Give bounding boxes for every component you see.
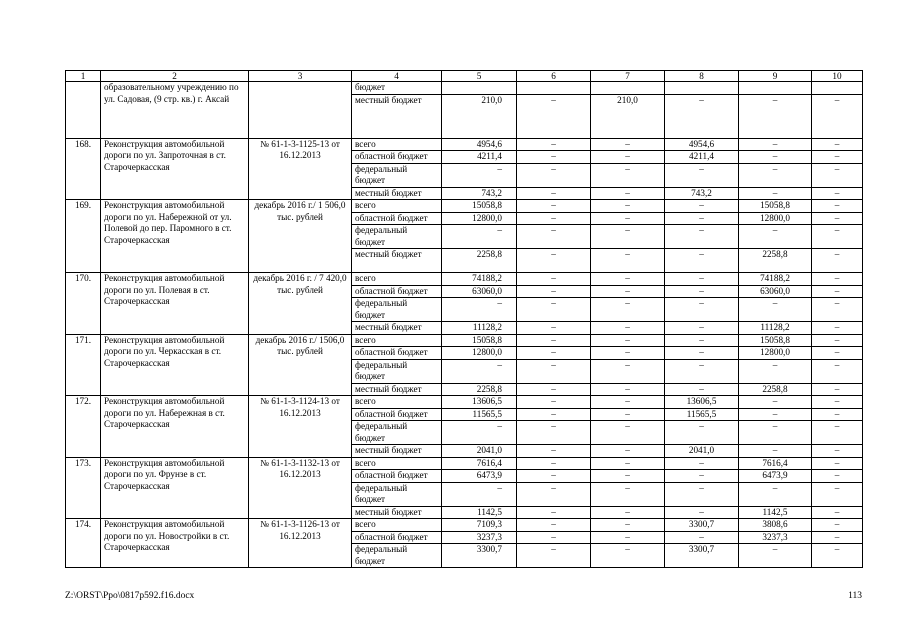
col-header: 4 (352, 71, 442, 82)
value-cell: – (739, 138, 812, 151)
value-cell: 2041,0 (442, 445, 517, 458)
funding-source: всего (352, 138, 442, 151)
value-cell: – (591, 200, 665, 213)
project-name: Реконструкция автомобильной дороги по ул. Черкасская в ст. Старочеркасская (101, 334, 249, 396)
value-cell: – (665, 359, 739, 383)
value-cell: – (591, 470, 665, 483)
value-cell: 743,2 (665, 187, 739, 200)
table-row (66, 82, 863, 95)
value-cell: – (739, 359, 812, 383)
value-cell: – (517, 151, 591, 164)
value-cell: – (517, 457, 591, 470)
value-cell: – (591, 519, 665, 532)
value-cell: 15058,8 (739, 200, 812, 213)
value-cell: 11128,2 (739, 322, 812, 335)
value-cell: – (812, 482, 863, 506)
value-cell: 15058,8 (739, 334, 812, 347)
funding-source: федеральный бюджет (352, 225, 442, 249)
project-name: образовательному учреждению по ул. Садовая, (9 стр. кв.) г. Аксай (101, 82, 249, 139)
value-cell: – (517, 445, 591, 458)
funding-source: областной бюджет (352, 285, 442, 298)
value-cell: – (591, 212, 665, 225)
value-cell: – (665, 482, 739, 506)
value-cell: – (442, 421, 517, 445)
funding-source: местный бюджет (352, 506, 442, 519)
value-cell: – (517, 359, 591, 383)
value-cell: 11128,2 (442, 322, 517, 335)
value-cell: – (591, 163, 665, 187)
value-cell: – (739, 445, 812, 458)
value-cell: – (591, 531, 665, 544)
value-cell: 210,0 (442, 94, 517, 138)
value-cell: – (812, 531, 863, 544)
table-row (66, 273, 863, 286)
value-cell: – (812, 470, 863, 483)
value-cell: – (739, 421, 812, 445)
row-number (66, 82, 101, 139)
value-cell: 4211,4 (442, 151, 517, 164)
value-cell: – (812, 445, 863, 458)
value-cell: – (665, 421, 739, 445)
value-cell: – (517, 138, 591, 151)
funding-source: областной бюджет (352, 151, 442, 164)
value-cell: – (739, 408, 812, 421)
value-cell: – (591, 322, 665, 335)
value-cell: 15058,8 (442, 200, 517, 213)
value-cell: – (812, 457, 863, 470)
value-cell: – (591, 285, 665, 298)
value-cell: – (812, 249, 863, 273)
value-cell: – (591, 445, 665, 458)
table-row (66, 396, 863, 409)
value-cell: – (517, 531, 591, 544)
funding-source: федеральный бюджет (352, 359, 442, 383)
value-cell: – (517, 322, 591, 335)
value-cell: – (517, 225, 591, 249)
value-cell (665, 82, 739, 95)
value-cell: 3300,7 (665, 544, 739, 568)
value-cell: – (665, 334, 739, 347)
value-cell: – (812, 225, 863, 249)
project-document: декабрь 2016 г. / 7 420,0 тыс. рублей (249, 273, 352, 335)
value-cell: – (517, 163, 591, 187)
value-cell: – (517, 187, 591, 200)
value-cell: – (591, 347, 665, 360)
value-cell: 7616,4 (442, 457, 517, 470)
value-cell: – (739, 187, 812, 200)
project-document (249, 82, 352, 139)
value-cell: – (591, 544, 665, 568)
value-cell: 74188,2 (739, 273, 812, 286)
value-cell: – (812, 298, 863, 322)
value-cell: – (517, 421, 591, 445)
project-name: Реконструкция автомобильной дороги по ул. Новостройки в ст. Старочеркасская (101, 519, 249, 568)
value-cell (517, 82, 591, 95)
value-cell: – (812, 187, 863, 200)
value-cell (591, 82, 665, 95)
row-number: 174. (66, 519, 101, 568)
value-cell: – (591, 482, 665, 506)
col-header: 7 (591, 71, 665, 82)
funding-source: федеральный бюджет (352, 421, 442, 445)
value-cell: – (442, 163, 517, 187)
funding-source: местный бюджет (352, 187, 442, 200)
value-cell: – (517, 470, 591, 483)
row-number: 173. (66, 457, 101, 519)
value-cell: – (591, 249, 665, 273)
value-cell: – (812, 151, 863, 164)
value-cell: – (665, 457, 739, 470)
project-name: Реконструкция автомобильной дороги по ул. Фрунзе в ст. Старочеркасская (101, 457, 249, 519)
value-cell: – (517, 544, 591, 568)
header-row (66, 71, 863, 82)
value-cell: 11565,5 (442, 408, 517, 421)
funding-source: областной бюджет (352, 470, 442, 483)
value-cell: – (739, 396, 812, 409)
value-cell: 74188,2 (442, 273, 517, 286)
col-header: 2 (101, 71, 249, 82)
col-header: 6 (517, 71, 591, 82)
value-cell: 210,0 (591, 94, 665, 138)
project-document: декабрь 2016 г./ 1506,0 тыс. рублей (249, 334, 352, 396)
value-cell: – (517, 519, 591, 532)
value-cell: – (812, 408, 863, 421)
value-cell: 743,2 (442, 187, 517, 200)
value-cell: – (591, 506, 665, 519)
value-cell: – (591, 408, 665, 421)
value-cell: – (665, 94, 739, 138)
project-name: Реконструкция автомобильной дороги по ул. Запроточная в ст. Старочеркасская (101, 138, 249, 200)
value-cell: 13606,5 (665, 396, 739, 409)
value-cell: 2041,0 (665, 445, 739, 458)
funding-source: бюджет (352, 82, 442, 95)
value-cell: 2258,8 (442, 249, 517, 273)
value-cell: 3300,7 (665, 519, 739, 532)
project-name: Реконструкция автомобильной дороги по ул. Набережная в ст. Старочеркасская (101, 396, 249, 458)
value-cell: – (812, 94, 863, 138)
value-cell: 2258,8 (442, 383, 517, 396)
footer-file-path: Z:\ORST\Ppo\0817p592.f16.docx (65, 591, 195, 601)
funding-source: местный бюджет (352, 383, 442, 396)
value-cell: 4211,4 (665, 151, 739, 164)
value-cell: 3237,3 (442, 531, 517, 544)
value-cell: – (517, 94, 591, 138)
funding-source: всего (352, 334, 442, 347)
budget-table (65, 70, 863, 568)
funding-source: всего (352, 200, 442, 213)
value-cell: – (591, 151, 665, 164)
value-cell: – (812, 273, 863, 286)
project-document: № 61-1-3-1125-13 от 16.12.2013 (249, 138, 352, 200)
table-row (66, 519, 863, 532)
value-cell: – (517, 273, 591, 286)
value-cell: – (665, 322, 739, 335)
value-cell: – (665, 298, 739, 322)
value-cell: – (739, 298, 812, 322)
value-cell: – (812, 383, 863, 396)
project-document: декабрь 2016 г./ 1 506,0 тыс. рублей (249, 200, 352, 273)
value-cell: – (665, 531, 739, 544)
value-cell: – (665, 273, 739, 286)
value-cell: – (442, 359, 517, 383)
value-cell: 1142,5 (739, 506, 812, 519)
funding-source: всего (352, 396, 442, 409)
value-cell: 11565,5 (665, 408, 739, 421)
value-cell: – (517, 408, 591, 421)
value-cell: – (665, 506, 739, 519)
row-number: 172. (66, 396, 101, 458)
funding-source: местный бюджет (352, 249, 442, 273)
value-cell: – (665, 347, 739, 360)
value-cell: – (812, 544, 863, 568)
value-cell: – (812, 138, 863, 151)
value-cell: – (812, 163, 863, 187)
value-cell: – (665, 285, 739, 298)
value-cell: – (812, 421, 863, 445)
project-document: № 61-1-3-1126-13 от 16.12.2013 (249, 519, 352, 568)
value-cell: 6473,9 (442, 470, 517, 483)
project-name: Реконструкция автомобильной дороги по ул. Набережной от ул. Полевой до пер. Паромного в ст. Старочеркасская (101, 200, 249, 273)
value-cell: – (739, 544, 812, 568)
value-cell: 63060,0 (442, 285, 517, 298)
funding-source: областной бюджет (352, 212, 442, 225)
value-cell: – (739, 482, 812, 506)
value-cell: – (812, 334, 863, 347)
value-cell: – (665, 383, 739, 396)
project-document: № 61-1-3-1124-13 от 16.12.2013 (249, 396, 352, 458)
value-cell: – (591, 298, 665, 322)
value-cell: – (591, 334, 665, 347)
value-cell: – (812, 285, 863, 298)
value-cell: 3808,6 (739, 519, 812, 532)
value-cell: – (517, 200, 591, 213)
row-number: 168. (66, 138, 101, 200)
col-header: 5 (442, 71, 517, 82)
funding-source: местный бюджет (352, 94, 442, 138)
value-cell: – (812, 506, 863, 519)
value-cell: 3237,3 (739, 531, 812, 544)
funding-source: всего (352, 273, 442, 286)
row-number: 171. (66, 334, 101, 396)
value-cell: – (739, 163, 812, 187)
value-cell: 63060,0 (739, 285, 812, 298)
col-header: 8 (665, 71, 739, 82)
value-cell: – (517, 298, 591, 322)
value-cell: – (665, 249, 739, 273)
value-cell: – (665, 212, 739, 225)
value-cell: – (591, 421, 665, 445)
value-cell: – (591, 138, 665, 151)
value-cell: – (517, 334, 591, 347)
table-row (66, 334, 863, 347)
value-cell: – (739, 94, 812, 138)
value-cell: – (591, 225, 665, 249)
value-cell: 12800,0 (739, 347, 812, 360)
col-header: 3 (249, 71, 352, 82)
value-cell: – (665, 225, 739, 249)
value-cell: – (517, 506, 591, 519)
value-cell: – (517, 396, 591, 409)
funding-source: всего (352, 457, 442, 470)
funding-source: местный бюджет (352, 322, 442, 335)
value-cell: 1142,5 (442, 506, 517, 519)
funding-source: местный бюджет (352, 445, 442, 458)
value-cell: – (812, 212, 863, 225)
value-cell: 7109,3 (442, 519, 517, 532)
value-cell: – (591, 457, 665, 470)
value-cell: 2258,8 (739, 383, 812, 396)
value-cell: 3300,7 (442, 544, 517, 568)
row-number: 169. (66, 200, 101, 273)
value-cell: – (812, 519, 863, 532)
value-cell: – (442, 225, 517, 249)
value-cell: 7616,4 (739, 457, 812, 470)
value-cell: – (665, 200, 739, 213)
value-cell: 15058,8 (442, 334, 517, 347)
table-row (66, 200, 863, 213)
value-cell: – (812, 396, 863, 409)
value-cell: – (591, 273, 665, 286)
value-cell: – (517, 212, 591, 225)
value-cell: – (665, 470, 739, 483)
value-cell: 4954,6 (442, 138, 517, 151)
funding-source: всего (352, 519, 442, 532)
col-header: 1 (66, 71, 101, 82)
project-name: Реконструкция автомобильной дороги по ул. Полевая в ст. Старочеркасская (101, 273, 249, 335)
value-cell: 12800,0 (739, 212, 812, 225)
value-cell: 12800,0 (442, 347, 517, 360)
value-cell (812, 82, 863, 95)
value-cell: – (812, 322, 863, 335)
value-cell: 13606,5 (442, 396, 517, 409)
value-cell (442, 82, 517, 95)
value-cell: 6473,9 (739, 470, 812, 483)
value-cell: – (591, 383, 665, 396)
funding-source: федеральный бюджет (352, 298, 442, 322)
funding-source: федеральный бюджет (352, 163, 442, 187)
value-cell: – (591, 187, 665, 200)
table-row (66, 138, 863, 151)
value-cell: – (517, 383, 591, 396)
value-cell: – (517, 249, 591, 273)
value-cell: – (517, 347, 591, 360)
table-row (66, 457, 863, 470)
value-cell: – (812, 359, 863, 383)
row-number: 170. (66, 273, 101, 335)
col-header: 9 (739, 71, 812, 82)
footer-page-number: 113 (848, 591, 862, 601)
value-cell: – (739, 151, 812, 164)
value-cell: – (812, 200, 863, 213)
col-header: 10 (812, 71, 863, 82)
value-cell: – (517, 285, 591, 298)
value-cell: – (591, 396, 665, 409)
funding-source: областной бюджет (352, 531, 442, 544)
funding-source: областной бюджет (352, 347, 442, 360)
value-cell: – (739, 225, 812, 249)
value-cell: 4954,6 (665, 138, 739, 151)
value-cell (739, 82, 812, 95)
value-cell: – (517, 482, 591, 506)
value-cell: – (665, 163, 739, 187)
value-cell: 2258,8 (739, 249, 812, 273)
value-cell: – (442, 482, 517, 506)
funding-source: федеральный бюджет (352, 544, 442, 568)
value-cell: – (442, 298, 517, 322)
value-cell: – (591, 359, 665, 383)
value-cell: 12800,0 (442, 212, 517, 225)
funding-source: федеральный бюджет (352, 482, 442, 506)
project-document: № 61-1-3-1132-13 от 16.12.2013 (249, 457, 352, 519)
funding-source: областной бюджет (352, 408, 442, 421)
value-cell: – (812, 347, 863, 360)
